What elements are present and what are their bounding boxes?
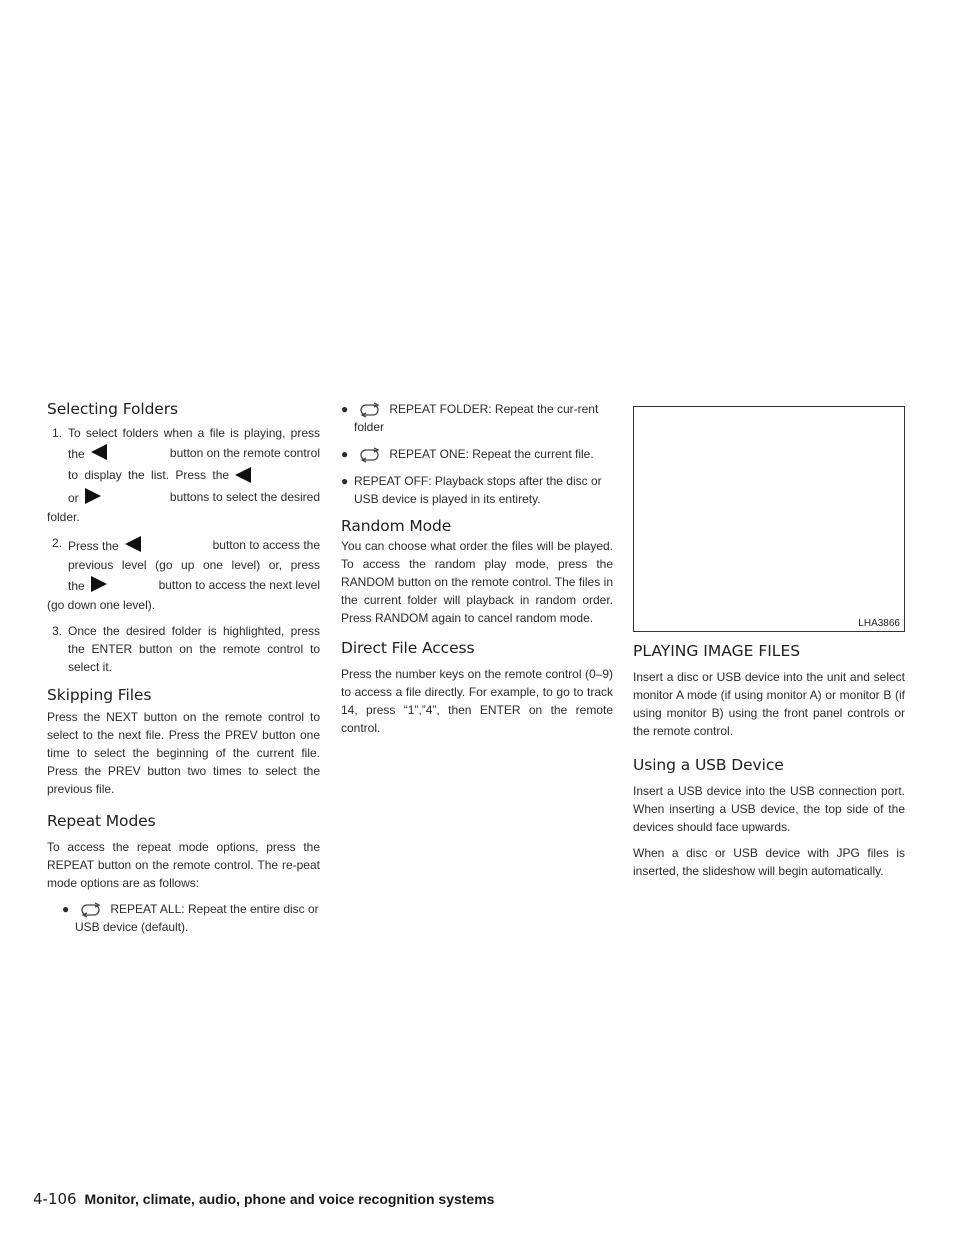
skipping-files-body: Press the NEXT button on the remote control to select to the next file. Press the PREV button one time to select the beginning of the current file. Press the PREV button two times to select the previous file. bbox=[47, 710, 320, 796]
repeat-all-item: ● REPEAT ALL: Repeat the entire disc or USB device (default). bbox=[62, 902, 319, 934]
column-left bbox=[47, 400, 320, 945]
step-2: 2. Press the button to access the previous level (go up one level) or, press the button to access the next level (go down one level). bbox=[47, 536, 320, 612]
heading-using-usb-device: Using a USB Device bbox=[633, 756, 784, 774]
repeat-folder-item: ● REPEAT FOLDER: Repeat the cur-rent folder bbox=[341, 402, 599, 434]
left-arrow-icon bbox=[235, 467, 251, 483]
right-arrow-icon bbox=[85, 488, 101, 504]
left-arrow-icon bbox=[125, 536, 141, 552]
figure-image bbox=[633, 406, 905, 632]
random-mode-body: You can choose what order the files will be played. To access the random play mode, press the RANDOM button on the remote control. The files in the current folder will playback in random order. Press RANDOM again to cancel random mode. bbox=[341, 539, 613, 625]
usb-device-body-2: When a disc or USB device with JPG files is inserted, the slideshow will begin automatically. bbox=[633, 846, 905, 878]
usb-device-body-1: Insert a USB device into the USB connection port. When inserting a USB device, the top side of the devices should face upwards. bbox=[633, 784, 905, 834]
repeat-folder-icon bbox=[358, 402, 382, 418]
repeat-modes-list-continued bbox=[341, 400, 613, 508]
chapter-title: Monitor, climate, audio, phone and voice recognition systems bbox=[84, 1191, 495, 1207]
repeat-one-item: ● REPEAT ONE: Repeat the current file. bbox=[341, 447, 594, 461]
heading-playing-image-files: PLAYING IMAGE FILES bbox=[633, 642, 801, 660]
selecting-folders-steps bbox=[47, 424, 320, 676]
step-3: 3. Once the desired folder is highlighted, press the ENTER button on the remote control to select it. bbox=[52, 624, 320, 674]
column-middle bbox=[341, 400, 613, 737]
heading-selecting-folders: Selecting Folders bbox=[47, 400, 178, 418]
step-1: 1. To select folders when a file is playing, press the button on the remote control to display the list. Press the or buttons to select the desired folder. bbox=[47, 426, 320, 524]
repeat-off-item: ● REPEAT OFF: Playback stops after the disc or USB device is played in its entirety. bbox=[341, 474, 602, 506]
page-footer bbox=[33, 1190, 494, 1208]
heading-skipping-files: Skipping Files bbox=[47, 686, 152, 704]
page-number: 4-106 bbox=[33, 1190, 77, 1208]
column-right bbox=[633, 400, 905, 880]
repeat-modes-list bbox=[62, 900, 320, 936]
repeat-all-icon bbox=[79, 902, 103, 918]
heading-random-mode: Random Mode bbox=[341, 517, 452, 535]
right-arrow-icon bbox=[91, 576, 107, 592]
heading-repeat-modes: Repeat Modes bbox=[47, 812, 156, 830]
repeat-modes-body: To access the repeat mode options, press the REPEAT button on the remote control. The re-peat mode options are as follows: bbox=[47, 840, 320, 890]
heading-direct-file-access: Direct File Access bbox=[341, 639, 475, 657]
direct-file-access-body: Press the number keys on the remote control (0–9) to access a file directly. For example, to go to track 14, press “1”,”4”, then ENTER on the remote control. bbox=[341, 667, 613, 735]
left-arrow-icon bbox=[91, 444, 107, 460]
repeat-one-icon bbox=[358, 447, 382, 463]
figure-label: LHA3866 bbox=[858, 618, 900, 629]
playing-image-files-body: Insert a disc or USB device into the unit and select monitor A mode (if using monitor A) or monitor B (if using monitor B) using the front panel controls or the remote control. bbox=[633, 670, 905, 738]
